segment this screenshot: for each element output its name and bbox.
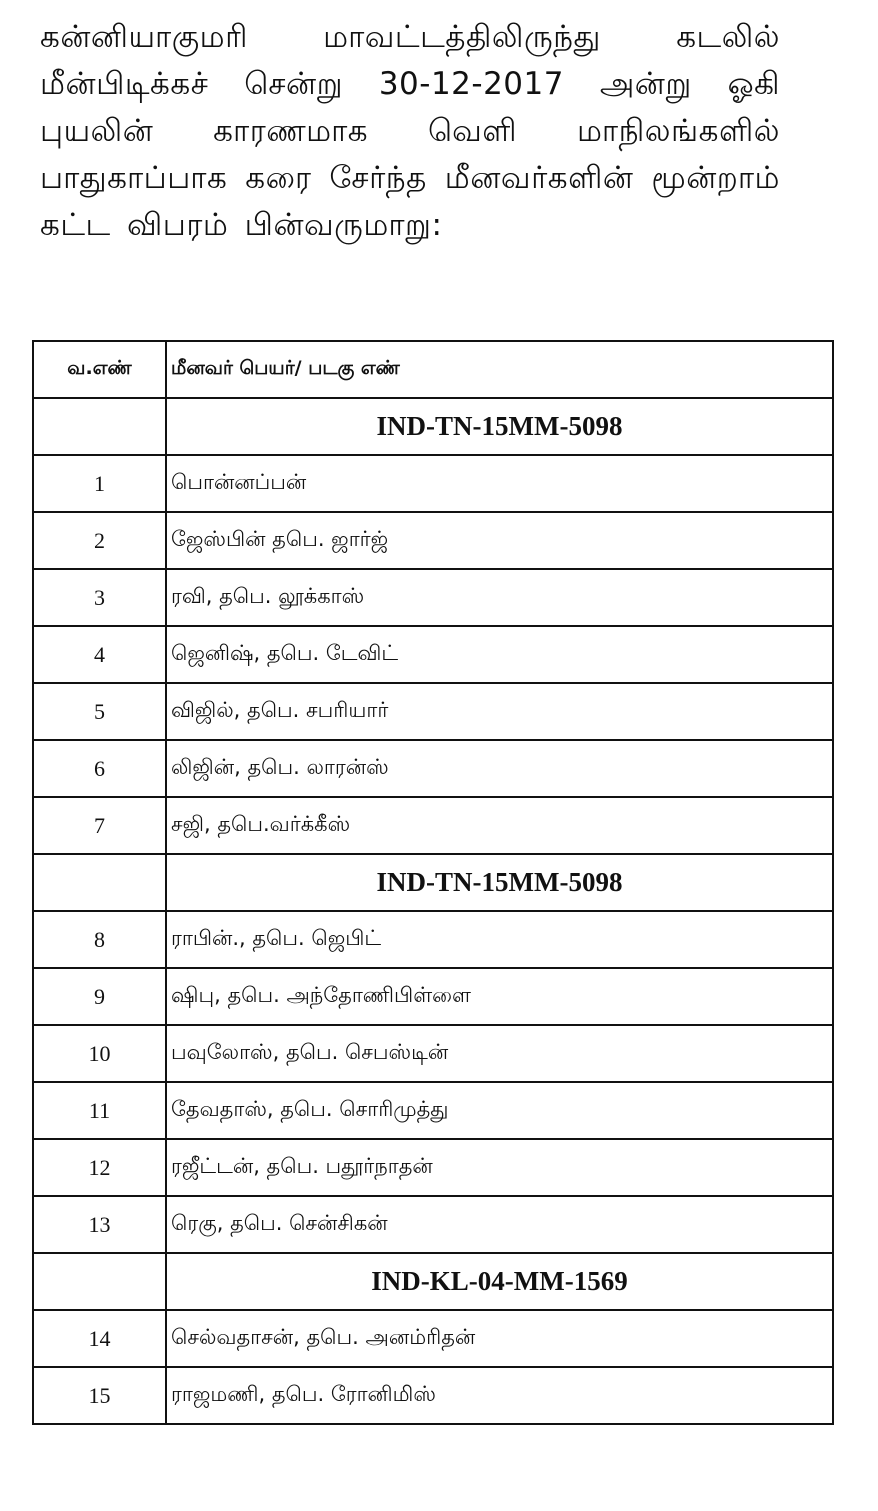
boat-row — [33, 854, 833, 911]
table-row — [33, 1025, 833, 1082]
fisherman-name: ராபின்., தபெ. ஜெபிட் — [166, 911, 833, 968]
table-row — [33, 1082, 833, 1139]
table-row — [33, 797, 833, 854]
table-row — [33, 626, 833, 683]
serial-number: 2 — [33, 512, 166, 569]
fisherman-name: ரஜீட்டன், தபெ. பதூர்நாதன் — [166, 1139, 833, 1196]
table-header-row — [33, 341, 833, 398]
fisherman-name: சஜி, தபெ.வர்க்கீஸ் — [166, 797, 833, 854]
table-row — [33, 512, 833, 569]
serial-number: 4 — [33, 626, 166, 683]
serial-number: 7 — [33, 797, 166, 854]
serial-number: 12 — [33, 1139, 166, 1196]
table-row — [33, 1139, 833, 1196]
fisherman-name: ரெகு, தபெ. சென்சிகன் — [166, 1196, 833, 1253]
fisherman-name: தேவதாஸ், தபெ. சொரிமுத்து — [166, 1082, 833, 1139]
boat-row — [33, 398, 833, 455]
fisherman-name: விஜில், தபெ. சபரியார் — [166, 683, 833, 740]
boat-row-empty-cell — [33, 1253, 166, 1310]
table-row — [33, 968, 833, 1025]
fisherman-name: ஜெனிஷ், தபெ. டேவிட் — [166, 626, 833, 683]
serial-number: 15 — [33, 1367, 166, 1424]
boat-number: IND-KL-04-MM-1569 — [166, 1253, 833, 1310]
table-row — [33, 683, 833, 740]
table-row — [33, 911, 833, 968]
table-row — [33, 1367, 833, 1424]
fisherman-name: லிஜின், தபெ. லாரன்ஸ் — [166, 740, 833, 797]
fisherman-name: பொன்னப்பன் — [166, 455, 833, 512]
boat-row-empty-cell — [33, 398, 166, 455]
header-serial-number: வ.எண் — [33, 341, 166, 398]
table-row — [33, 1196, 833, 1253]
fishermen-table — [32, 340, 834, 1425]
table-row — [33, 569, 833, 626]
intro-paragraph: கன்னியாகுமரி மாவட்டத்திலிருந்து கடலில் மீன்பிடிக்கச் சென்று 30-12-2017 அன்று ஓகி புயலின் காரணமாக வெளி மாநிலங்களில் பாதுகாப்பாக கரை சேர்ந்த மீனவர்களின் மூன்றாம் கட்ட விபரம் பின்வருமாறு: — [40, 19, 780, 243]
serial-number: 1 — [33, 455, 166, 512]
table-row — [33, 1310, 833, 1367]
boat-number: IND-TN-15MM-5098 — [166, 398, 833, 455]
fisherman-name: செல்வதாசன், தபெ. அனம்ரிதன் — [166, 1310, 833, 1367]
serial-number: 6 — [33, 740, 166, 797]
fisherman-name: ஷிபு, தபெ. அந்தோணிபிள்ளை — [166, 968, 833, 1025]
fisherman-name: பவுலோஸ், தபெ. செபஸ்டின் — [166, 1025, 833, 1082]
fisherman-name: ரவி, தபெ. லூக்காஸ் — [166, 569, 833, 626]
boat-number: IND-TN-15MM-5098 — [166, 854, 833, 911]
table-row — [33, 740, 833, 797]
serial-number: 14 — [33, 1310, 166, 1367]
fisherman-name: ஜேஸ்பின் தபெ. ஜார்ஜ் — [166, 512, 833, 569]
serial-number: 8 — [33, 911, 166, 968]
boat-row — [33, 1253, 833, 1310]
serial-number: 11 — [33, 1082, 166, 1139]
fisherman-name: ராஜமணி, தபெ. ரோனிமிஸ் — [166, 1367, 833, 1424]
boat-row-empty-cell — [33, 854, 166, 911]
serial-number: 3 — [33, 569, 166, 626]
header-fisherman-name: மீனவர் பெயர்/ படகு எண் — [166, 341, 833, 398]
serial-number: 13 — [33, 1196, 166, 1253]
table-row — [33, 455, 833, 512]
serial-number: 9 — [33, 968, 166, 1025]
serial-number: 10 — [33, 1025, 166, 1082]
serial-number: 5 — [33, 683, 166, 740]
